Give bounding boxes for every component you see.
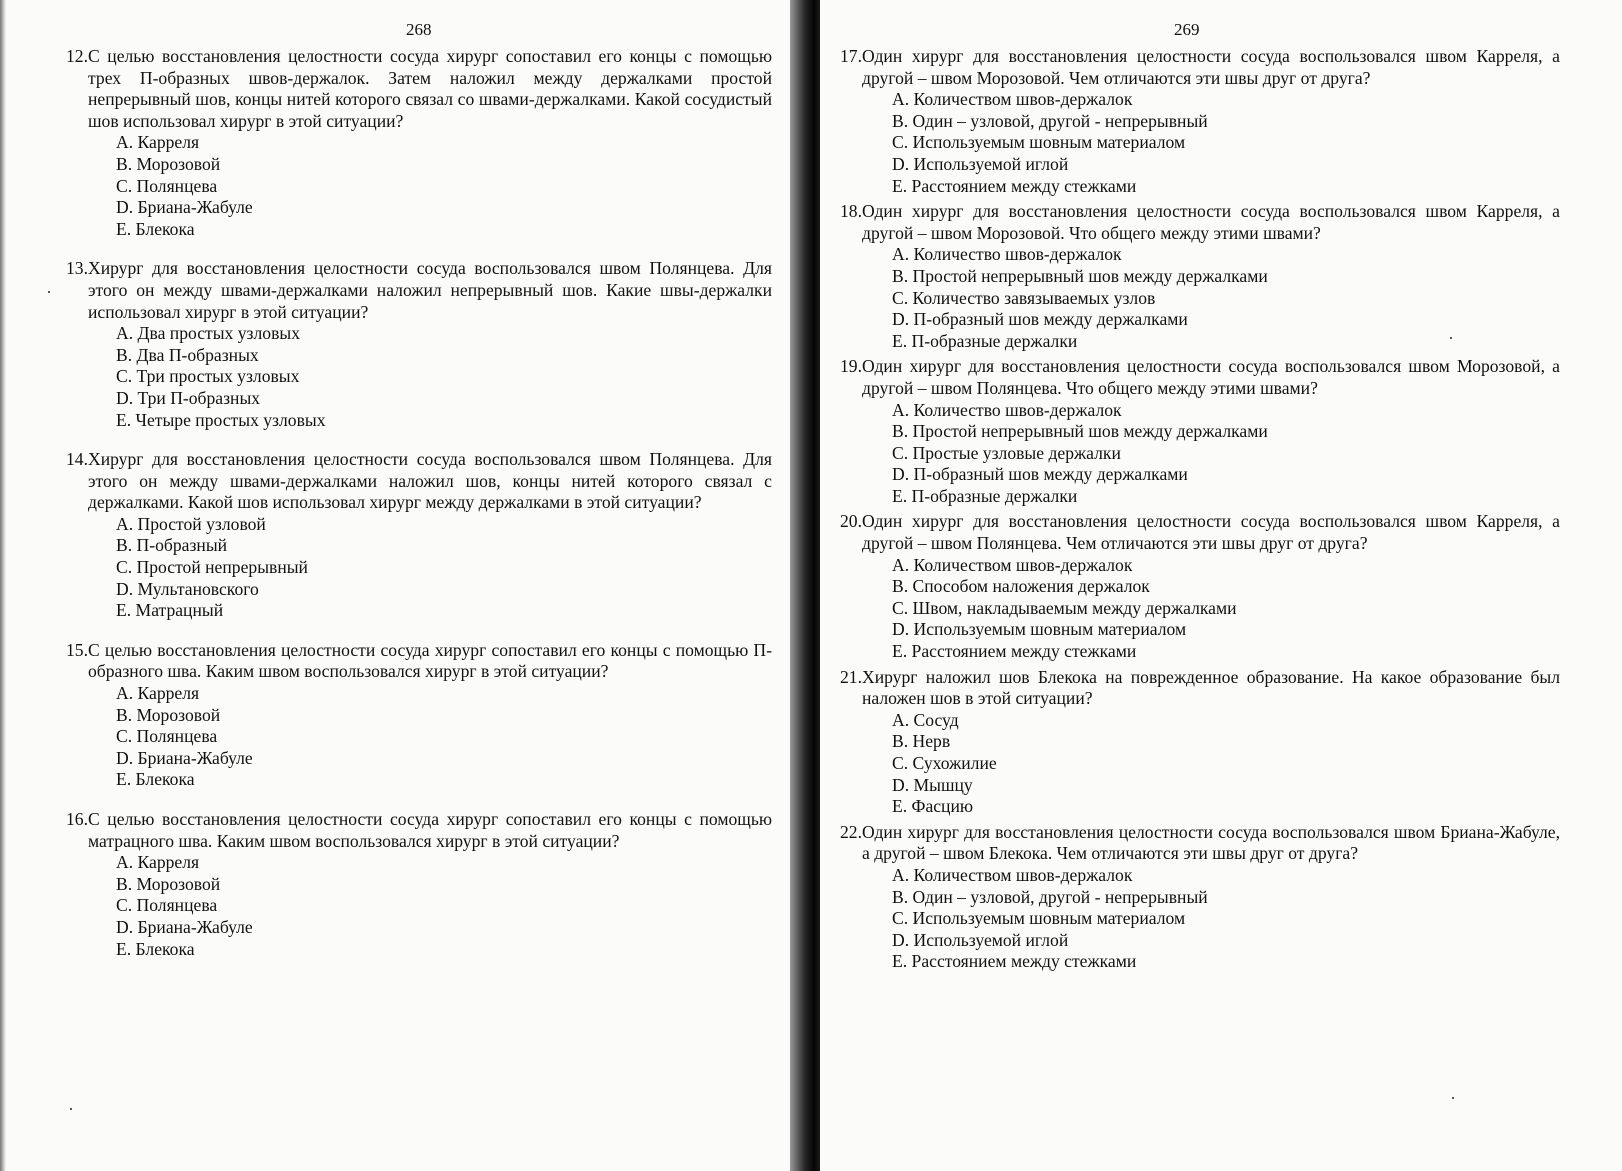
answer-option: E. Матрацный — [116, 600, 224, 621]
answer-option: D. Мышцу — [892, 774, 973, 795]
answer-options — [66, 852, 772, 960]
question-number: 12. — [66, 46, 88, 66]
question-text: Хирург для восстановления целостности сосуда воспользовался швом Полянцева. Для этого он между швами-держалками наложил непрерывный шов. Какие швы-держалки использовал хирург в этой ситуации? — [88, 258, 772, 322]
answer-option: E. Фасцию — [892, 796, 974, 817]
answer-option: D. Три П-образных — [116, 387, 261, 408]
answer-options — [66, 514, 772, 622]
question-text: Один хирург для восстановления целостности сосуда воспользовался швом Карреля, а другой – швом Морозовой. Чем отличаются эти швы друг от друга? — [862, 46, 1560, 88]
question-text: Один хирург для восстановления целостности сосуда воспользовался швом Карреля, а другой – швом Полянцева. Чем отличаются эти швы друг от друга? — [862, 511, 1560, 554]
answer-option: E. Блекока — [116, 938, 195, 959]
question-number: 13. — [66, 258, 88, 279]
answer-option: E. П-образные держалки — [892, 330, 1078, 351]
answer-option: A. Количеством швов-держалок — [892, 864, 1133, 885]
answer-option: B. Один – узловой, другой - непрерывный — [892, 110, 1208, 131]
question-stem — [840, 356, 1560, 399]
question-column — [840, 46, 1560, 977]
answer-options — [840, 710, 1560, 818]
question-text: Один хирург для восстановления целостности сосуда воспользовался швом Морозовой, а другой – швом Полянцева. Что общего между этими швами? — [862, 356, 1560, 398]
question-text: Один хирург для восстановления целостности сосуда воспользовался швом Бриана-Жабуле, а другой – швом Блекока. Чем отличаются эти швы друг от друга? — [862, 821, 1560, 864]
question-stem — [840, 667, 1560, 710]
question — [840, 511, 1560, 662]
answer-option: B. Нерв — [892, 731, 951, 752]
answer-option: C. Используемым шовным материалом — [892, 132, 1186, 153]
question-column — [66, 46, 772, 970]
answer-option: D. Бриана-Жабуле — [116, 747, 253, 768]
answer-options — [66, 323, 772, 431]
question-text: Хирург наложил шов Блекока на поврежденное образование. На какое образование был наложен шов в этой ситуации? — [862, 666, 1560, 709]
answer-option: B. Простой непрерывный шов между держалками — [892, 265, 1268, 286]
answer-option: A. Количеством швов-держалок — [892, 554, 1133, 575]
question-stem — [66, 640, 772, 683]
answer-option: B. П-образный — [116, 535, 228, 556]
question — [840, 46, 1560, 197]
answer-option: A. Карреля — [116, 852, 200, 873]
answer-option: A. Простой узловой — [116, 513, 266, 534]
answer-option: B. Морозовой — [116, 704, 221, 725]
answer-option: B. Один – узловой, другой - непрерывный — [892, 886, 1208, 907]
answer-option: A. Количество швов-держалок — [892, 399, 1122, 420]
answer-option: A. Карреля — [116, 132, 200, 153]
left-page — [0, 0, 800, 1171]
answer-option: C. Используемым шовным материалом — [892, 908, 1186, 929]
answer-option: C. Полянцева — [116, 175, 218, 196]
answer-option: C. Простой непрерывный — [116, 557, 308, 578]
page-edge-shadow — [0, 0, 6, 1171]
answer-option: A. Количеством швов-держалок — [892, 89, 1133, 110]
answer-option: D. Используемой иглой — [892, 153, 1069, 174]
question-text: Один хирург для восстановления целостности сосуда воспользовался швом Карреля, а другой – швом Морозовой. Что общего между этими швами? — [862, 201, 1560, 243]
answer-option: D. Используемым шовным материалом — [892, 619, 1187, 640]
question — [66, 809, 772, 960]
question-stem — [66, 809, 772, 852]
question — [66, 46, 772, 240]
answer-option: E. Расстоянием между стежками — [892, 641, 1137, 662]
answer-option: D. П-образный шов между держалками — [892, 309, 1188, 330]
answer-option: E. П-образные держалки — [892, 485, 1078, 506]
answer-option: D. Бриана-Жабуле — [116, 916, 253, 937]
question-stem — [66, 449, 772, 514]
answer-option: D. Бриана-Жабуле — [116, 197, 253, 218]
question-number: 19. — [840, 356, 862, 377]
answer-option: C. Швом, накладываемым между держалками — [892, 597, 1237, 618]
answer-options — [840, 555, 1560, 663]
question-stem — [840, 822, 1560, 865]
question-text: С целью восстановления целостности сосуда хирург сопоставил его концы с помощью трех П-образных швов-держалок. Затем наложил между держалками простой непрерывный шов, концы нитей которого связал со швами-держалками. Какой сосудистый шов использовал хирург в этой ситуации? — [88, 46, 772, 131]
answer-option: A. Количество швов-держалок — [892, 244, 1122, 265]
question-stem — [840, 201, 1560, 244]
question-number: 22. — [840, 821, 862, 842]
question-stem — [840, 511, 1560, 554]
answer-option: E. Четыре простых узловых — [116, 409, 326, 430]
question — [840, 822, 1560, 973]
question-number: 15. — [66, 639, 88, 660]
answer-option: B. Морозовой — [116, 873, 221, 894]
question-number: 14. — [66, 449, 88, 470]
answer-option: E. Расстоянием между стежками — [892, 175, 1137, 196]
answer-option: A. Сосуд — [892, 709, 959, 730]
answer-option: E. Расстоянием между стежками — [892, 951, 1137, 972]
question-number: 20. — [840, 511, 862, 532]
scan-speck — [1452, 1097, 1454, 1099]
answer-option: C. Полянцева — [116, 726, 218, 747]
answer-option: B. Способом наложения держалок — [892, 576, 1150, 597]
question-text: С целью восстановления целостности сосуда хирург сопоставил его концы с помощью матрацного шва. Каким швом воспользовался хирург в этой ситуации? — [88, 809, 772, 851]
question-stem — [66, 258, 772, 323]
scan-speck — [70, 1108, 72, 1110]
answer-options — [840, 400, 1560, 508]
question-text: С целью восстановления целостности сосуда хирург сопоставил его концы с помощью П-образного шва. Каким швом воспользовался хирург в этой ситуации? — [88, 639, 772, 682]
answer-option: C. Количество завязываемых узлов — [892, 287, 1156, 308]
question-number: 16. — [66, 809, 88, 829]
answer-options — [840, 244, 1560, 352]
question — [840, 356, 1560, 507]
right-page — [820, 0, 1622, 1171]
question — [840, 201, 1560, 352]
answer-option: E. Блекока — [116, 769, 195, 790]
question — [840, 667, 1560, 818]
question-stem — [66, 46, 772, 132]
scan-speck — [1450, 337, 1452, 339]
page-number: 268 — [406, 20, 432, 39]
scan-speck — [48, 291, 50, 293]
answer-option: D. П-образный шов между держалками — [892, 464, 1188, 485]
answer-options — [840, 865, 1560, 973]
answer-option: A. Два простых узловых — [116, 323, 300, 344]
answer-options — [66, 683, 772, 791]
answer-options — [66, 132, 772, 240]
answer-option: C. Три простых узловых — [116, 366, 300, 387]
question — [66, 449, 772, 622]
question — [66, 640, 772, 791]
answer-option: B. Простой непрерывный шов между держалками — [892, 421, 1268, 442]
question-number: 21. — [840, 666, 862, 687]
answer-options — [840, 89, 1560, 197]
question-number: 17. — [840, 46, 862, 66]
page-number: 269 — [1174, 20, 1200, 39]
answer-option: C. Простые узловые держалки — [892, 442, 1121, 463]
answer-option: D. Используемой иглой — [892, 929, 1069, 950]
answer-option: A. Карреля — [116, 683, 200, 704]
question-stem — [840, 46, 1560, 89]
answer-option: D. Мультановского — [116, 578, 259, 599]
answer-option: C. Полянцева — [116, 895, 218, 916]
answer-option: E. Блекока — [116, 218, 195, 239]
question-text: Хирург для восстановления целостности сосуда воспользовался швом Полянцева. Для этого он между швами-держалками наложил шов, концы нитей которого связал с держалками. Какой шов использовал хирург между держалками в этой ситуации? — [88, 449, 772, 513]
answer-option: B. Два П-образных — [116, 344, 259, 365]
question — [66, 258, 772, 431]
question-number: 18. — [840, 201, 862, 222]
answer-option: C. Сухожилие — [892, 753, 997, 773]
answer-option: B. Морозовой — [116, 153, 221, 174]
